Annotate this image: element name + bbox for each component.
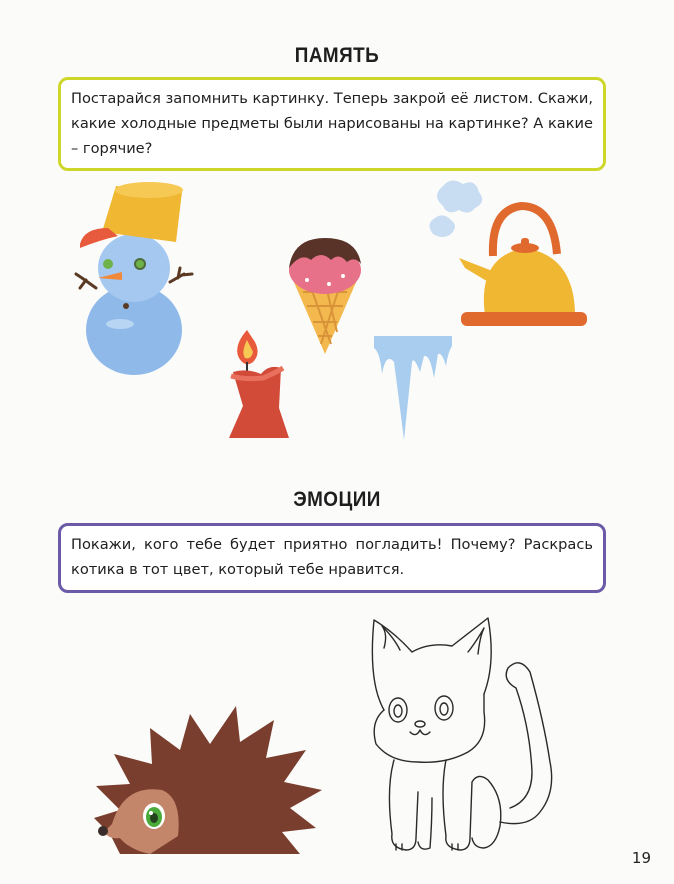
icicle-picture xyxy=(372,332,457,444)
ice-cream-picture xyxy=(285,232,365,357)
memory-task-box: Постарайся запомнить картинку. Теперь закрой её листом. Скажи, какие холодные предметы были нарисованы на картинке? А какие – горячие? xyxy=(58,77,606,171)
emotions-heading: ЭМОЦИИ xyxy=(293,488,381,511)
hedgehog-picture xyxy=(90,698,330,858)
candle-picture xyxy=(225,328,295,443)
cat-coloring-outline xyxy=(360,612,570,858)
memory-heading: ПАМЯТЬ xyxy=(294,44,380,67)
page-number: 19 xyxy=(631,849,651,867)
snowman-picture xyxy=(72,178,202,378)
emotions-task-box: Покажи, кого тебе будет приятно погладить! Почему? Раскрась котика в тот цвет, который тебе нравится. xyxy=(58,523,606,593)
kettle-picture xyxy=(425,176,595,336)
